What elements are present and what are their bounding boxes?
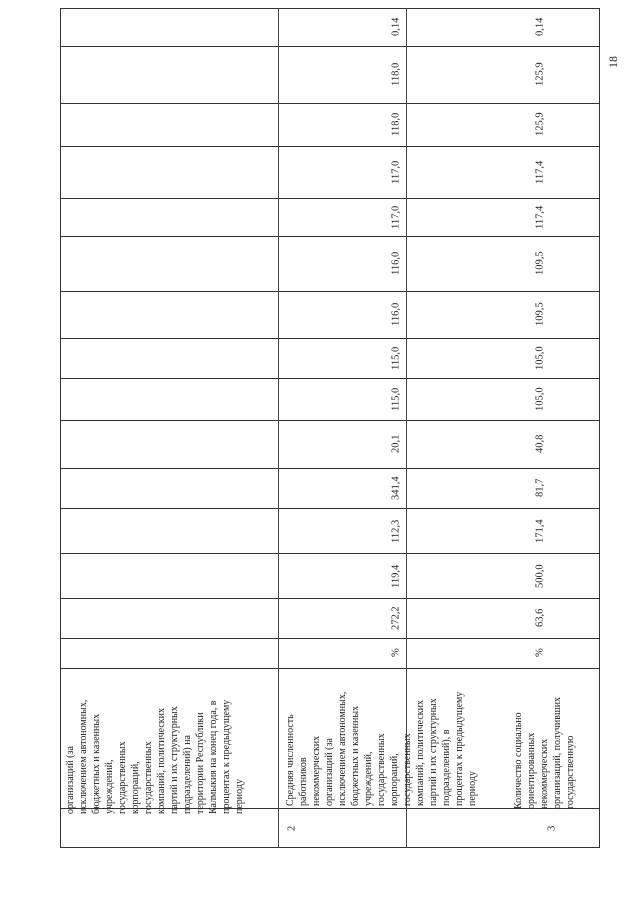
row-1-value-9: 116,0 — [390, 251, 402, 276]
separator-col-12 — [60, 146, 600, 147]
row-3-number: 3 — [546, 825, 558, 831]
row-1-value-6: 115,0 — [390, 387, 402, 411]
separator-description — [60, 638, 600, 639]
row-2-value-6: 105,0 — [534, 387, 546, 411]
row-1-value-12: 118,0 — [390, 112, 402, 137]
separator-col-7 — [60, 378, 600, 379]
separator-col-11 — [60, 198, 600, 199]
separator-col-6 — [60, 420, 600, 421]
data-table — [60, 8, 600, 848]
row-2-value-4: 81,7 — [534, 478, 546, 498]
row-1-value-10: 117,0 — [390, 205, 402, 229]
separator-row-1 — [278, 8, 279, 848]
row-1-description: организаций (за исключением автономных, бюджетных и казенных учреждений, государственных корпораций, государственных компаний, политических партий и их структурных подразделений) на территории Республики Калмыкия на конец года, в процентах к предыдущему периоду — [65, 699, 245, 814]
row-1-value-7: 115,0 — [390, 346, 402, 370]
page-number: 18 — [606, 56, 620, 68]
separator-col-3 — [60, 553, 600, 554]
row-3-description: Количество социально ориентированных некоммерческих организаций, получивших государственную — [513, 696, 576, 809]
row-1-value-1: 272,2 — [390, 606, 402, 630]
separator-col-14 — [60, 46, 600, 47]
row-1-value-11: 117,0 — [390, 160, 402, 184]
row-2-value-8: 109,5 — [534, 302, 546, 327]
row-1-value-3: 112,3 — [390, 519, 402, 543]
separator-col-2 — [60, 598, 600, 599]
separator-col-4 — [60, 508, 600, 509]
row-2-value-14: 0,14 — [534, 17, 546, 37]
row-2-description: Средняя численность работников некоммерческих организаций (за исключением автономных, бюджетных и казенных учреждений, государственных корпораций, государственных компаний, политических партий и их структурных подразделений), в процентах к предыдущему периоду — [285, 691, 478, 806]
row-2-unit: % — [534, 648, 546, 658]
row-1-value-8: 116,0 — [390, 302, 402, 327]
row-2-value-13: 125,9 — [534, 62, 546, 87]
row-2-value-12: 125,9 — [534, 112, 546, 137]
row-2-value-3: 171,4 — [534, 519, 546, 543]
separator-col-5 — [60, 468, 600, 469]
row-2-number: 2 — [286, 825, 298, 831]
separator-col-13 — [60, 103, 600, 104]
row-1-value-4: 341,4 — [390, 476, 402, 500]
row-1-value-13: 118,0 — [390, 62, 402, 87]
row-2-value-5: 40,8 — [534, 434, 546, 454]
row-2-value-9: 109,5 — [534, 251, 546, 276]
row-1-value-14: 0,14 — [390, 17, 402, 37]
separator-col-9 — [60, 291, 600, 292]
separator-col-10 — [60, 236, 600, 237]
row-1-unit: % — [390, 648, 402, 658]
separator-col-8 — [60, 338, 600, 339]
row-2-value-10: 117,4 — [534, 205, 546, 229]
row-1-value-2: 119,4 — [390, 564, 402, 588]
row-2-value-11: 117,4 — [534, 160, 546, 184]
row-1-value-5: 20,1 — [390, 434, 402, 454]
row-2-value-7: 105,0 — [534, 346, 546, 370]
row-2-value-1: 63,6 — [534, 608, 546, 628]
row-2-value-2: 500,0 — [534, 564, 546, 588]
